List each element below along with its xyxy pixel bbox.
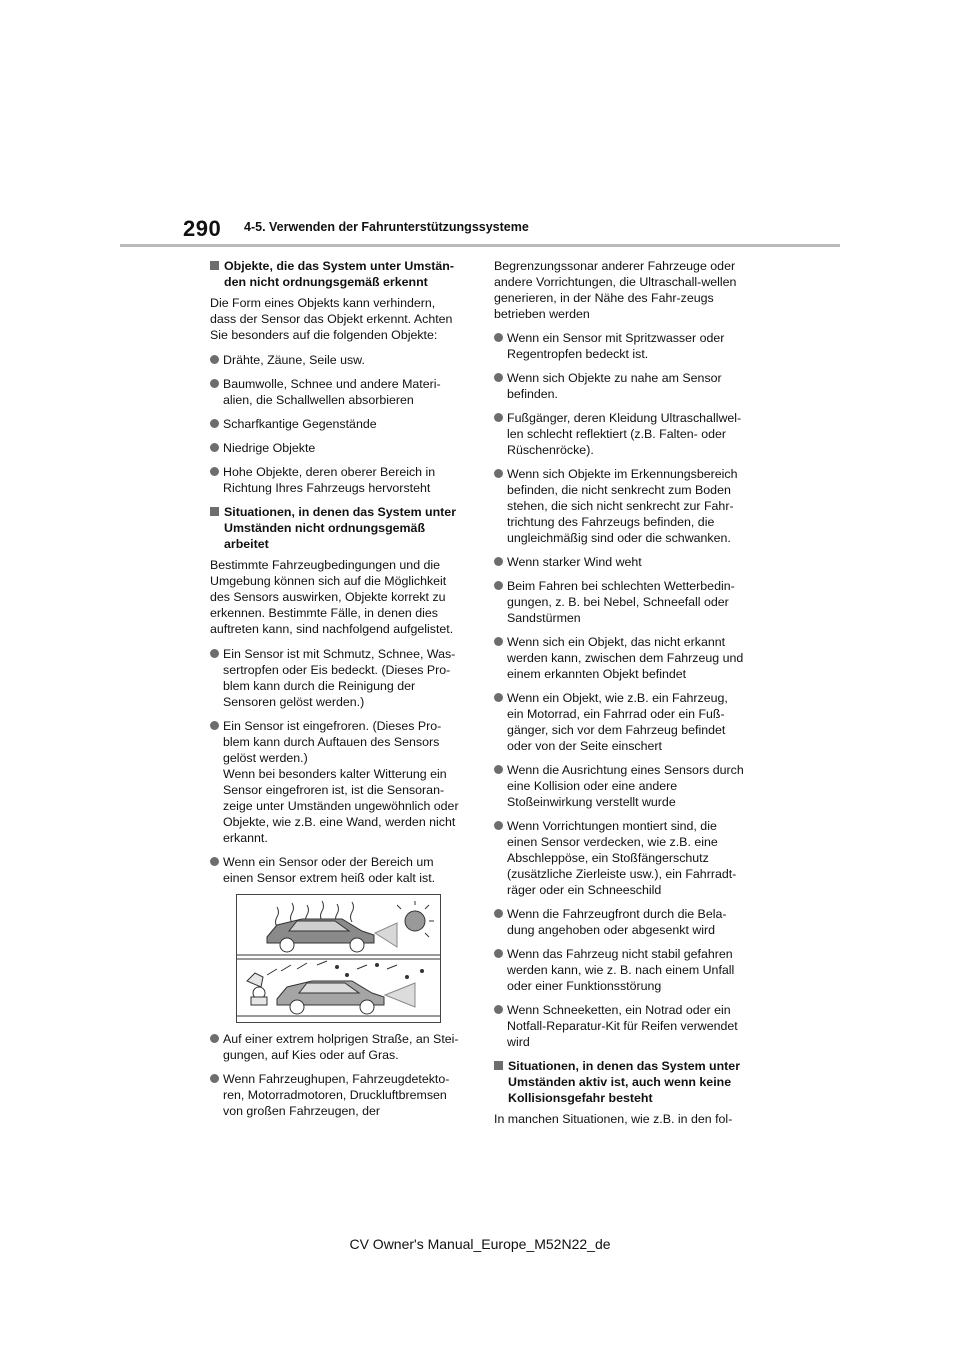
page-number: 290: [183, 216, 222, 241]
list-item: Wenn das Fahrzeug nicht stabil gefahren werden kann, wie z. B. nach einem Unfall oder einer Funktionsstörung: [494, 946, 746, 994]
continuation-text: Begrenzungssonar anderer Fahrzeuge oder andere Vorrichtungen, die Ultraschall-wellen generieren, in der Nähe des Fahr-zeugs betrieben werden: [494, 259, 737, 321]
list-item: Ein Sensor ist mit Schmutz, Schnee, Was-sertropfen oder Eis bedeckt. (Dieses Pro-blem kann durch die Reinigung der Sensoren gelöst werden.): [210, 646, 462, 710]
list-item: Wenn Fahrzeughupen, Fahrzeugdetekto-ren, Motorradmotoren, Druckluftbremsen von großen Fahrzeugen, der: [210, 1071, 462, 1119]
list-item: Auf einer extrem holprigen Straße, an Stei-gungen, auf Kies oder auf Gras.: [210, 1031, 462, 1063]
paragraph-object-shape: Die Form eines Objekts kann verhindern, dass der Sensor das Objekt erkennt. Achten Sie besonders auf die folgenden Objekte:: [210, 296, 453, 342]
list-item: Baumwolle, Schnee und andere Materi-alien, die Schallwellen absorbieren: [210, 376, 462, 408]
section-title: 4-5. Verwenden der Fahrunterstützungssysteme: [244, 220, 529, 234]
list-item: Wenn ein Objekt, wie z.B. ein Fahrzeug, ein Motorrad, ein Fahrrad oder ein Fuß-gänger, sich vor dem Fahrzeug befindet oder von der Seite einschert: [494, 690, 746, 754]
list-item: Wenn Vorrichtungen montiert sind, die einen Sensor verdecken, wie z.B. eine Abschleppöse, ein Stoßfängerschutz (zusätzliche Zierleiste usw.), ein Fahrradt-räger oder ein Schneeschild: [494, 818, 746, 898]
hot-scene: [267, 901, 434, 952]
list-item: Wenn ein Sensor oder der Bereich um einen Sensor extrem heiß oder kalt ist.: [210, 854, 462, 886]
list-item: Scharfkantige Gegenstände: [210, 416, 462, 432]
list-item: Wenn ein Sensor mit Spritzwasser oder Regentropfen bedeckt ist.: [494, 330, 746, 362]
list-item: Wenn die Fahrzeugfront durch die Bela-dung angehoben oder abgesenkt wird: [494, 906, 746, 938]
list-item: Beim Fahren bei schlechten Wetterbedin-gungen, z. B. bei Nebel, Schneefall oder Sandstürmen: [494, 578, 746, 626]
heading-malfunction-situations: Situationen, in denen das System unter Umständen nicht ordnungsgemäß arbeitet: [210, 504, 462, 552]
paragraph-conditions: Bestimmte Fahrzeugbedingungen und die Umgebung können sich auf die Möglichkeit des Sensors auswirken, Objekte korrekt zu erkennen. Bestimmte Fälle, in denen dies auftreten kann, sind nachfolgend aufgelistet.: [210, 558, 454, 636]
list-item: Niedrige Objekte: [210, 440, 462, 456]
car-illustration-svg: [237, 895, 440, 1022]
illustration-hot-cold-sensor: [236, 894, 441, 1023]
left-column: [210, 258, 462, 1127]
list-item: Wenn sich Objekte im Erkennungsbereich befinden, die nicht senkrecht zum Boden stehen, die sich nicht senkrecht zur Fahr-trichtung des Fahrzeugs befinden, die ungleichmäßig sind oder die schwanken.: [494, 466, 746, 546]
list-item: Drähte, Zäune, Seile usw.: [210, 352, 462, 368]
cold-scene: [237, 961, 440, 1016]
list-item: Wenn sich ein Objekt, das nicht erkannt werden kann, zwischen dem Fahrzeug und einem erkannten Objekt befindet: [494, 634, 746, 682]
list-item: Wenn die Ausrichtung eines Sensors durch eine Kollision oder eine andere Stoßeinwirkung verstellt wurde: [494, 762, 746, 810]
list-item: Hohe Objekte, deren oberer Bereich in Richtung Ihres Fahrzeugs hervorsteht: [210, 464, 462, 496]
frozen-text: Ein Sensor ist eingefroren. (Dieses Pro-blem kann durch Auftauen des Sensors gelöst werden.): [223, 719, 442, 765]
heading-undetected-objects: Objekte, die das System unter Umstän-den nicht ordnungsgemäß erkennt: [210, 258, 462, 290]
list-item: Wenn sich Objekte zu nahe am Sensor befinden.: [494, 370, 746, 402]
paragraph-some-situations: In manchen Situationen, wie z.B. in den fol-: [494, 1112, 733, 1126]
header-divider: [120, 244, 840, 247]
right-column: [494, 258, 746, 1136]
list-item: Wenn Schneeketten, ein Notrad oder ein Notfall-Reparatur-Kit für Reifen verwendet wird: [494, 1002, 746, 1050]
list-item: Fußgänger, deren Kleidung Ultraschallwel-len schlecht reflektiert (z.B. Falten- oder Rüschenröcke).: [494, 410, 746, 458]
frozen-extra-text: Wenn bei besonders kalter Witterung ein Sensor eingefroren ist, ist die Sensoran-zeige unter Umständen ungewöhnlich oder Objekte, wie z.B. eine Wand, werden nicht erkannt.: [223, 767, 459, 845]
list-item: Wenn starker Wind weht: [494, 554, 746, 570]
footer-manual-id: CV Owner's Manual_Europe_M52N22_de: [349, 1236, 611, 1252]
list-item-frozen: [210, 718, 462, 846]
heading-false-activation: Situationen, in denen das System unter Umständen aktiv ist, auch wenn keine Kollisionsgefahr besteht: [494, 1058, 746, 1106]
